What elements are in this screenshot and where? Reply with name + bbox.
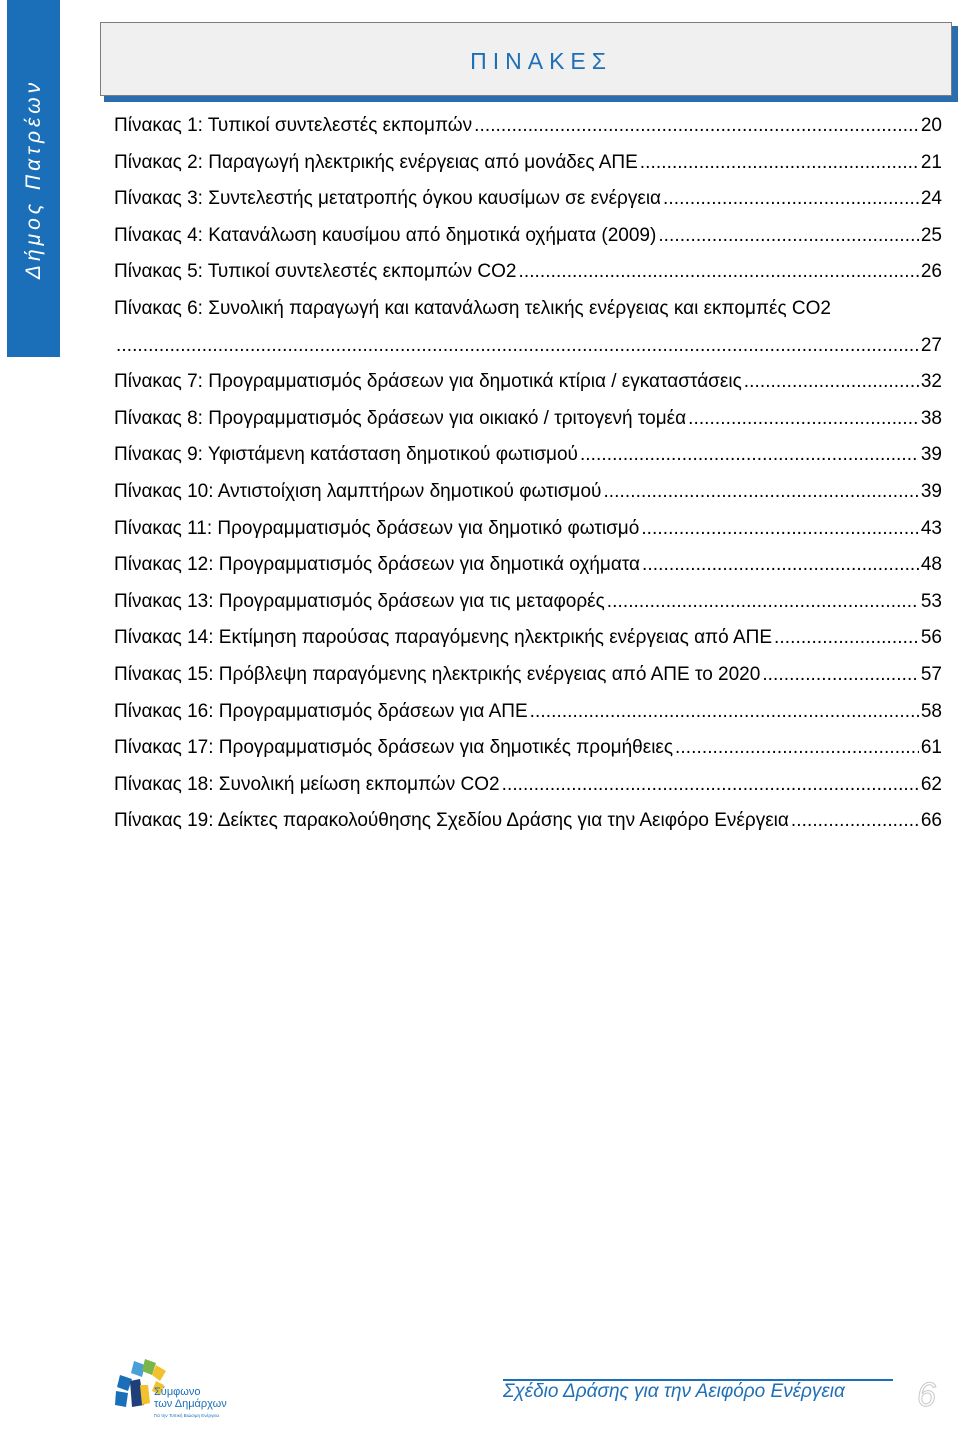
- toc-entry-title: Πίνακας 14: Εκτίμηση παρούσας παραγόμενης ηλεκτρικής ενέργειας από ΑΠΕ: [114, 627, 773, 649]
- toc-entry[interactable]: [114, 657, 942, 694]
- toc-entry-title: Πίνακας 18: Συνολική μείωση εκπομπών CO2: [114, 773, 500, 795]
- toc-entry-title: Πίνακας 8: Προγραμματισμός δράσεων για οικιακό / τριτογενή τομέα: [114, 407, 687, 429]
- toc-entry-title: Πίνακας 9: Υφιστάμενη κατάσταση δημοτικού φωτισμού: [114, 444, 578, 466]
- toc-entry[interactable]: [114, 620, 942, 657]
- toc-entry-page: 24: [920, 188, 942, 210]
- page-title: ΠΙΝΑΚΕΣ: [470, 48, 612, 74]
- page-number: 6: [917, 1376, 936, 1414]
- toc-entry[interactable]: [114, 181, 942, 218]
- toc-entry-title: Πίνακας 17: Προγραμματισμός δράσεων για δημοτικές προμήθειες: [114, 737, 674, 759]
- toc-entry-page: 21: [920, 151, 942, 173]
- toc-entry-title: Πίνακας 1: Τυπικοί συντελεστές εκπομπών: [114, 115, 473, 136]
- toc-entry-title: Πίνακας 19: Δείκτες παρακολούθησης Σχεδίου Δράσης για την Αειφόρο Ενέργεια: [114, 810, 789, 832]
- toc-entry[interactable]: [114, 145, 942, 182]
- logo-text-1: Σύμφωνο: [154, 1386, 201, 1398]
- toc-entry[interactable]: [114, 730, 942, 767]
- toc-leader: [791, 803, 919, 840]
- toc-entry-page: 39: [920, 480, 942, 502]
- toc-entry-title: Πίνακας 2: Παραγωγή ηλεκτρικής ενέργειας από μονάδες ΑΠΕ: [114, 151, 638, 173]
- toc-entry-page: 38: [920, 407, 942, 429]
- toc-entry[interactable]: [114, 767, 942, 804]
- logo-subtext: Για την Τοπική Βιώσιμη Ενέργεια: [154, 1413, 219, 1418]
- logo-text-2: των Δημάρχων: [154, 1398, 227, 1410]
- covenant-of-mayors-logo: [112, 1355, 252, 1435]
- toc-leader: [675, 730, 919, 767]
- toc-leader: [474, 108, 919, 145]
- toc-leader: [663, 181, 919, 218]
- toc-leader: [607, 584, 919, 621]
- toc-leader: [502, 767, 919, 804]
- toc-entry-page: 20: [920, 115, 942, 136]
- toc-entry-title: Πίνακας 16: Προγραμματισμός δράσεων για ΑΠΕ: [114, 700, 528, 722]
- toc-entry-title: Πίνακας 13: Προγραμματισμός δράσεων για τις μεταφορές: [114, 590, 605, 612]
- toc-leader: [603, 474, 918, 511]
- toc-entry[interactable]: [114, 584, 942, 621]
- toc-entry[interactable]: [114, 401, 942, 438]
- toc-entry[interactable]: [114, 803, 942, 840]
- toc-entry-page: 32: [920, 371, 942, 393]
- municipality-label: Δήμος Πατρέων: [21, 78, 45, 279]
- footer-document-title: Σχέδιο Δράσης για την Αειφόρο Ενέργεια: [503, 1381, 845, 1402]
- toc-entry-page: 27: [920, 334, 942, 356]
- toc-entry-page: 43: [920, 517, 942, 539]
- toc-entry-title: Πίνακας 11: Προγραμματισμός δράσεων για δημοτικό φωτισμό: [114, 517, 640, 539]
- toc-entry[interactable]: [114, 291, 942, 364]
- toc-entry-title: Πίνακας 4: Κατανάλωση καυσίμου από δημοτικά οχήματα (2009): [114, 224, 657, 246]
- table-of-tables: [114, 108, 942, 840]
- toc-entry[interactable]: [114, 474, 942, 511]
- toc-entry[interactable]: [114, 254, 942, 291]
- toc-entry-page: 26: [920, 261, 942, 283]
- toc-leader: [642, 547, 919, 584]
- toc-entry-page: 61: [920, 737, 942, 759]
- toc-leader: [762, 657, 919, 694]
- toc-entry-page: 57: [920, 663, 942, 685]
- toc-entry-title: Πίνακας 3: Συντελεστής μετατροπής όγκου καυσίμων σε ενέργεια: [114, 188, 662, 210]
- toc-leader: [640, 145, 919, 182]
- toc-entry-page: 53: [920, 590, 942, 612]
- toc-leader: [688, 401, 919, 438]
- toc-entry[interactable]: [114, 511, 942, 548]
- toc-entry-page: 66: [920, 810, 942, 832]
- toc-leader: [116, 328, 919, 365]
- toc-entry[interactable]: [114, 547, 942, 584]
- toc-entry-title: Πίνακας 5: Τυπικοί συντελεστές εκπομπών CO2: [114, 261, 517, 283]
- toc-leader: [774, 620, 919, 657]
- toc-leader: [641, 511, 919, 548]
- toc-entry[interactable]: [114, 218, 942, 255]
- sidebar-tab: [7, 0, 60, 357]
- toc-entry-page: 25: [920, 224, 942, 246]
- toc-leader: [580, 437, 919, 474]
- toc-leader: [518, 254, 918, 291]
- toc-entry-title: Πίνακας 15: Πρόβλεψη παραγόμενης ηλεκτρικής ενέργειας από ΑΠΕ το 2020: [114, 663, 761, 685]
- toc-entry-page: 39: [920, 444, 942, 466]
- toc-entry-page: 58: [920, 700, 942, 722]
- toc-entry-page: 56: [920, 627, 942, 649]
- toc-entry[interactable]: [114, 364, 942, 401]
- toc-leader: [530, 694, 919, 731]
- toc-entry-title: Πίνακας 6: Συνολική παραγωγή και κατανάλωση τελικής ενέργειας και εκπομπές CO2: [114, 297, 831, 319]
- toc-entry[interactable]: [114, 108, 942, 145]
- toc-entry-title: Πίνακας 10: Αντιστοίχιση λαμπτήρων δημοτικού φωτισμού: [114, 480, 602, 502]
- toc-leader: [744, 364, 919, 401]
- toc-entry-title: Πίνακας 12: Προγραμματισμός δράσεων για δημοτικά οχήματα: [114, 554, 641, 576]
- toc-entry-title: Πίνακας 7: Προγραμματισμός δράσεων για δημοτικά κτίρια / εγκαταστάσεις: [114, 371, 742, 393]
- toc-leader: [658, 218, 919, 255]
- toc-entry-page: 48: [920, 554, 942, 576]
- toc-entry-page: 62: [920, 773, 942, 795]
- toc-entry[interactable]: [114, 694, 942, 731]
- toc-entry[interactable]: [114, 437, 942, 474]
